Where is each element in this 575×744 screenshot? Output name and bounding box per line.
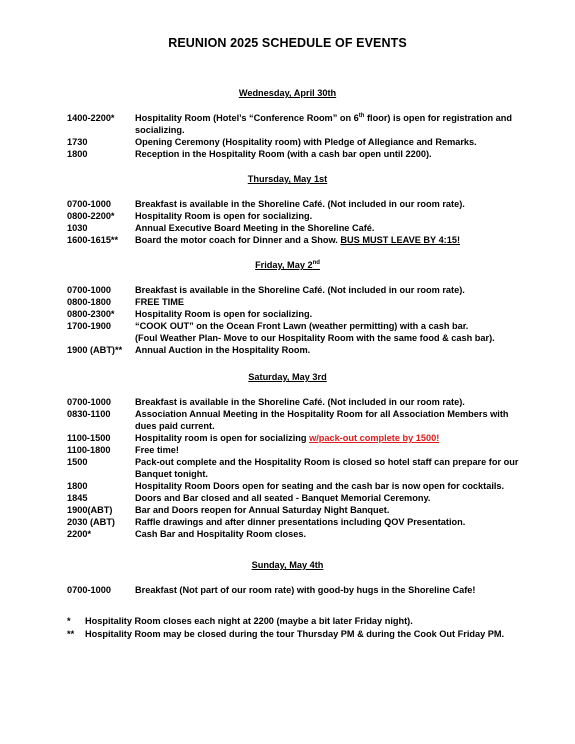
event-time: 0700-1000 — [67, 285, 111, 295]
event-description — [135, 308, 527, 320]
event-description — [135, 492, 527, 504]
event-text: Cash Bar and Hospitality Room closes. — [135, 529, 307, 539]
event-description — [135, 234, 527, 246]
footnote-text: Hospitality Room may be closed during the tour Thursday PM & during the Cook Out Friday PM. — [85, 629, 505, 639]
event-row — [67, 308, 527, 320]
event-list — [67, 284, 527, 356]
event-row — [67, 480, 527, 492]
event-text: Breakfast is available in the Shoreline Café. (Not included in our room rate). — [135, 285, 465, 295]
event-row — [67, 136, 527, 148]
footnote — [67, 615, 537, 628]
event-row — [67, 344, 527, 356]
event-emphasis-text: BUS MUST LEAVE BY 4:15! — [340, 235, 461, 245]
event-text: Pack-out complete and the Hospitality Room is closed so hotel staff can prepare for our Banquet tonight. — [135, 457, 519, 479]
event-row — [67, 456, 527, 480]
day-heading-text: Wednesday, April 30th — [238, 88, 337, 98]
event-text: floor) is open for registration and socializing. — [135, 113, 512, 135]
event-description — [135, 456, 527, 480]
event-list — [67, 396, 527, 540]
event-time: 0800-2200* — [67, 211, 115, 221]
event-time: 0700-1000 — [67, 585, 111, 595]
event-description — [135, 112, 527, 136]
event-time: 0830-1100 — [67, 409, 111, 419]
event-list — [67, 112, 527, 160]
event-row — [67, 584, 527, 596]
event-row — [67, 320, 527, 332]
event-text: Association Annual Meeting in the Hospitality Room for all Association Members with dues paid current. — [135, 409, 509, 431]
event-text: Breakfast (Not part of our room rate) with good-by hugs in the Shoreline Cafe! — [135, 585, 476, 595]
event-description — [135, 584, 527, 596]
event-description — [135, 528, 527, 540]
event-highlight-text: w/pack-out complete by 1500! — [309, 433, 440, 443]
event-time: 1030 — [67, 223, 88, 233]
event-text: Reception in the Hospitality Room (with a cash bar open until 2200). — [135, 149, 432, 159]
event-row — [67, 210, 527, 222]
event-time: 1800 — [67, 481, 88, 491]
day-section-friday — [0, 260, 575, 356]
event-description — [135, 480, 527, 492]
event-text: Breakfast is available in the Shoreline Café. (Not included in our room rate). — [135, 199, 465, 209]
event-description — [135, 284, 527, 296]
event-row — [67, 332, 527, 344]
event-description — [135, 210, 527, 222]
event-text: Free time! — [135, 445, 179, 455]
event-row — [67, 198, 527, 210]
event-text: FREE TIME — [135, 297, 185, 307]
event-row — [67, 296, 527, 308]
event-text: Raffle drawings and after dinner presentations including QOV Presentation. — [135, 517, 466, 527]
event-text: th — [358, 112, 365, 119]
event-time: 1100-1500 — [67, 433, 111, 443]
event-row — [67, 222, 527, 234]
event-description — [135, 296, 527, 308]
footnotes — [67, 615, 537, 641]
event-row — [67, 112, 527, 136]
event-row — [67, 432, 527, 444]
event-time: 2200* — [67, 529, 92, 539]
event-text: Hospitality Room Doors open for seating and the cash bar is now open for cocktails. — [135, 481, 505, 491]
event-description — [135, 136, 527, 148]
event-time: 1900(ABT) — [67, 505, 113, 515]
event-description — [135, 504, 527, 516]
footnote-mark: * — [67, 616, 71, 626]
event-row — [67, 234, 527, 246]
day-section-thursday — [0, 174, 575, 246]
day-section-saturday — [0, 372, 575, 540]
event-time: 0800-1800 — [67, 297, 111, 307]
event-time: 1730 — [67, 137, 88, 147]
event-description — [135, 408, 527, 432]
day-heading-ordinal: nd — [312, 259, 320, 266]
event-text: Hospitality Room is open for socializing. — [135, 309, 313, 319]
event-text: (Foul Weather Plan- Move to our Hospitality Room with the same food & cash bar). — [135, 333, 495, 343]
footnote-text: Hospitality Room closes each night at 2200 (maybe a bit later Friday night). — [85, 616, 413, 626]
footnote — [67, 628, 537, 641]
event-description — [135, 332, 527, 344]
day-heading — [0, 372, 575, 382]
event-description — [135, 432, 527, 444]
event-text: Hospitality Room is open for socializing. — [135, 211, 313, 221]
event-text: Annual Auction in the Hospitality Room. — [135, 345, 311, 355]
event-time: 1900 (ABT)** — [67, 345, 123, 355]
event-description — [135, 344, 527, 356]
event-row — [67, 492, 527, 504]
event-time: 0700-1000 — [67, 199, 111, 209]
event-row — [67, 528, 527, 540]
event-list — [67, 584, 527, 596]
event-description — [135, 222, 527, 234]
event-time: 1845 — [67, 493, 88, 503]
event-text: “COOK OUT” on the Ocean Front Lawn (weather permitting) with a cash bar. — [135, 321, 469, 331]
event-row — [67, 504, 527, 516]
day-heading-text: Friday, May 2 — [255, 260, 313, 270]
event-description — [135, 396, 527, 408]
event-time: 1500 — [67, 457, 88, 467]
event-time: 0800-2300* — [67, 309, 115, 319]
event-time: 1600-1615** — [67, 235, 119, 245]
event-text: Doors and Bar closed and all seated - Banquet Memorial Ceremony. — [135, 493, 431, 503]
event-description — [135, 444, 527, 456]
event-description — [135, 148, 527, 160]
event-text: Board the motor coach for Dinner and a Show. — [135, 235, 341, 245]
event-description — [135, 198, 527, 210]
event-row — [67, 284, 527, 296]
event-description — [135, 516, 527, 528]
event-time: 0700-1000 — [67, 397, 111, 407]
event-time: 1700-1900 — [67, 321, 111, 331]
day-heading — [0, 560, 575, 570]
day-section-wednesday — [0, 88, 575, 160]
event-time: 2030 (ABT) — [67, 517, 115, 527]
event-text: Hospitality Room (Hotel’s “Conference Room” on 6 — [135, 113, 359, 123]
event-text: Bar and Doors reopen for Annual Saturday Night Banquet. — [135, 505, 390, 515]
event-description — [135, 320, 527, 332]
event-text: Hospitality room is open for socializing — [135, 433, 310, 443]
day-heading — [0, 88, 575, 98]
event-time — [67, 332, 135, 344]
footnote-mark: ** — [67, 629, 75, 639]
event-row — [67, 396, 527, 408]
event-text: Annual Executive Board Meeting in the Shoreline Café. — [135, 223, 375, 233]
event-text: Breakfast is available in the Shoreline Café. (Not included in our room rate). — [135, 397, 465, 407]
event-time: 1800 — [67, 149, 88, 159]
event-list — [67, 198, 527, 246]
event-row — [67, 408, 527, 432]
day-heading — [0, 260, 575, 270]
day-heading-text: Saturday, May 3rd — [248, 372, 327, 382]
event-row — [67, 444, 527, 456]
event-row — [67, 516, 527, 528]
event-time: 1400-2200* — [67, 113, 115, 123]
event-time: 1100-1800 — [67, 445, 111, 455]
day-heading — [0, 174, 575, 184]
day-heading-text: Sunday, May 4th — [251, 560, 324, 570]
document-title: REUNION 2025 SCHEDULE OF EVENTS — [168, 36, 407, 50]
day-heading-text: Thursday, May 1st — [247, 174, 328, 184]
event-row — [67, 148, 527, 160]
day-section-sunday — [0, 560, 575, 596]
event-text: Opening Ceremony (Hospitality room) with Pledge of Allegiance and Remarks. — [135, 137, 477, 147]
